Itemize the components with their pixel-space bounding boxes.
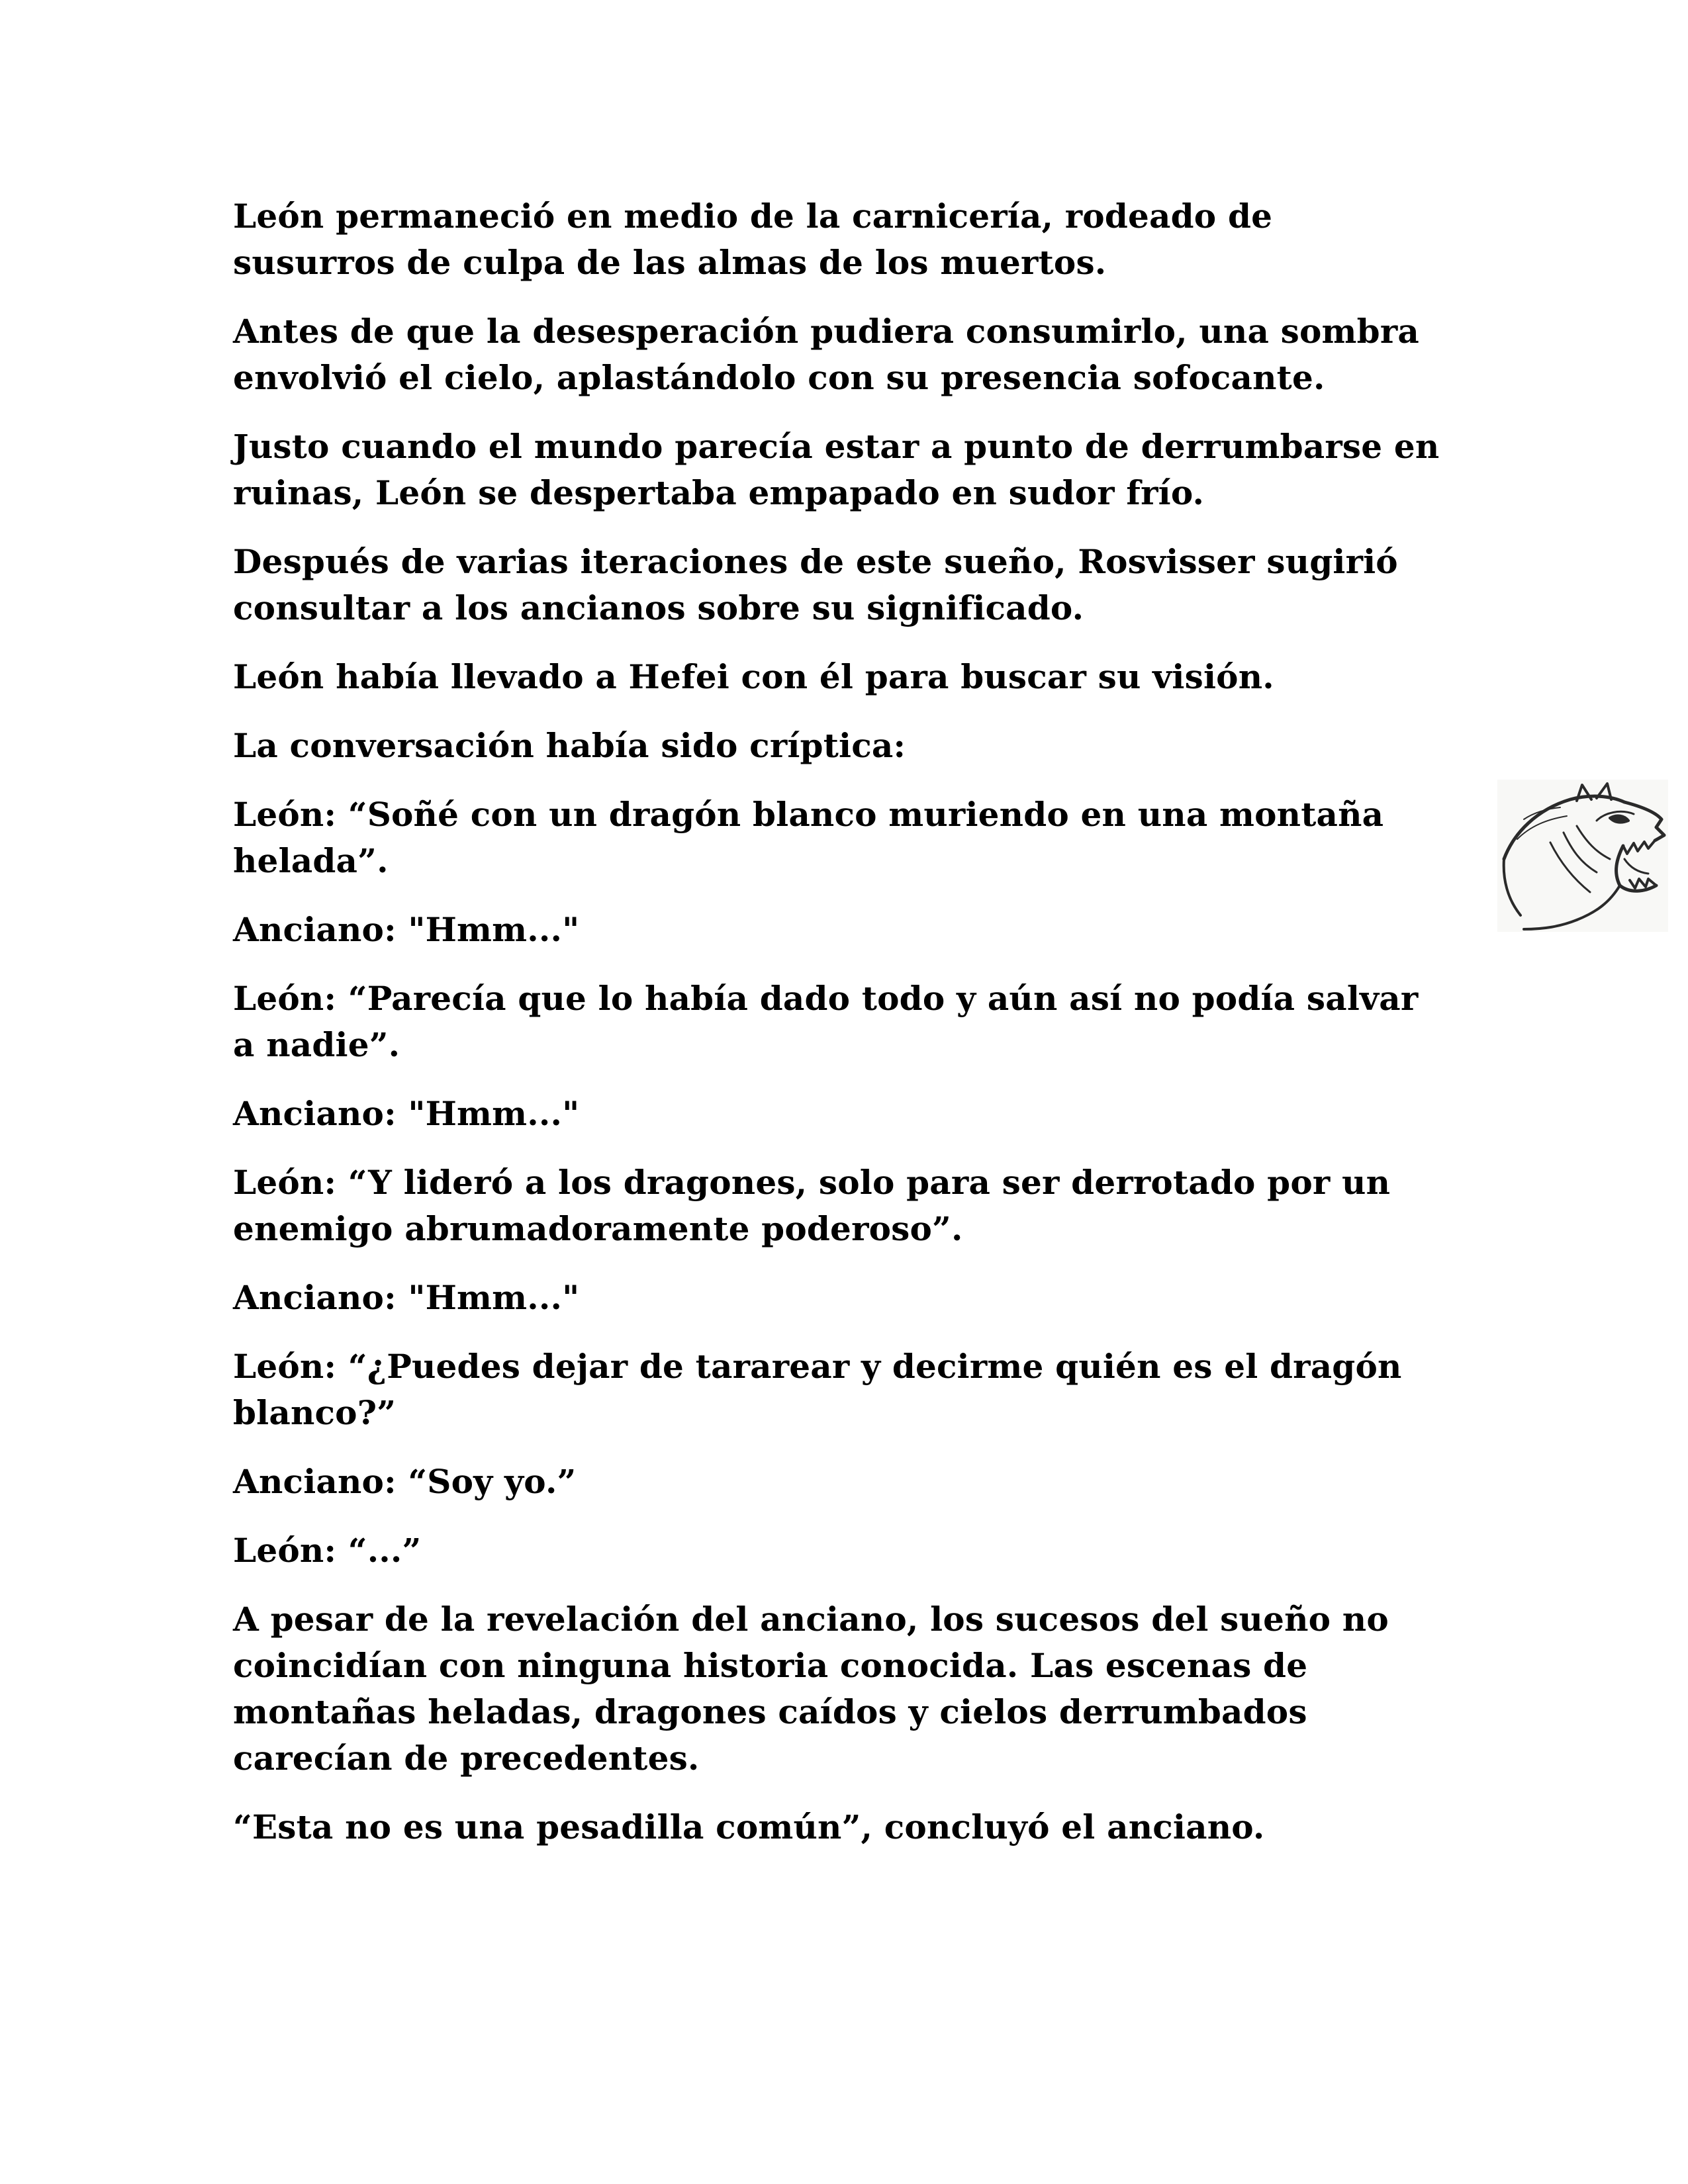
paragraph: Después de varias iteraciones de este sueño, Rosvisser sugirió consultar a los ancianos sobre su significado. — [233, 542, 1398, 627]
dialogue-line: León: “Parecía que lo había dado todo y aún así no podía salvar a nadie”. — [233, 979, 1419, 1064]
dialogue-line: León: “¿Puedes dejar de tararear y decirme quién es el dragón blanco?” — [233, 1347, 1402, 1432]
dialogue-line: León: “Soñé con un dragón blanco muriendo en una montaña helada”. — [233, 795, 1384, 880]
paragraph: A pesar de la revelación del anciano, los sucesos del sueño no coincidían con ninguna historia conocida. Las escenas de montañas heladas, dragones caídos y cielos derrumbados carecían de precedentes. — [233, 1600, 1389, 1778]
dialogue-line: Anciano: "Hmm..." — [233, 1278, 580, 1317]
dragon-sketch-svg — [1497, 780, 1668, 932]
dialogue-line: León: “...” — [233, 1531, 422, 1570]
dragon-head-sketch-icon — [1497, 780, 1668, 932]
paragraph: Antes de que la desesperación pudiera consumirlo, una sombra envolvió el cielo, aplastándolo con su presencia sofocante. — [233, 312, 1419, 397]
paragraph: “Esta no es una pesadilla común”, concluyó el anciano. — [233, 1807, 1265, 1846]
paragraph: León había llevado a Hefei con él para buscar su visión. — [233, 657, 1274, 696]
paragraph: Justo cuando el mundo parecía estar a punto de derrumbarse en ruinas, León se despertaba empapado en sudor frío. — [233, 427, 1440, 512]
paragraph: León permaneció en medio de la carnicería, rodeado de susurros de culpa de las almas de los muertos. — [233, 197, 1273, 282]
dialogue-line: Anciano: "Hmm..." — [233, 1094, 580, 1133]
dialogue-line: Anciano: “Soy yo.” — [233, 1462, 577, 1501]
dialogue-line: Anciano: "Hmm..." — [233, 910, 580, 949]
dialogue-line: León: “Y lideró a los dragones, solo para ser derrotado por un enemigo abrumadoramente poderoso”. — [233, 1163, 1391, 1248]
paragraph: La conversación había sido críptica: — [233, 726, 906, 765]
body-text — [233, 193, 1444, 1873]
